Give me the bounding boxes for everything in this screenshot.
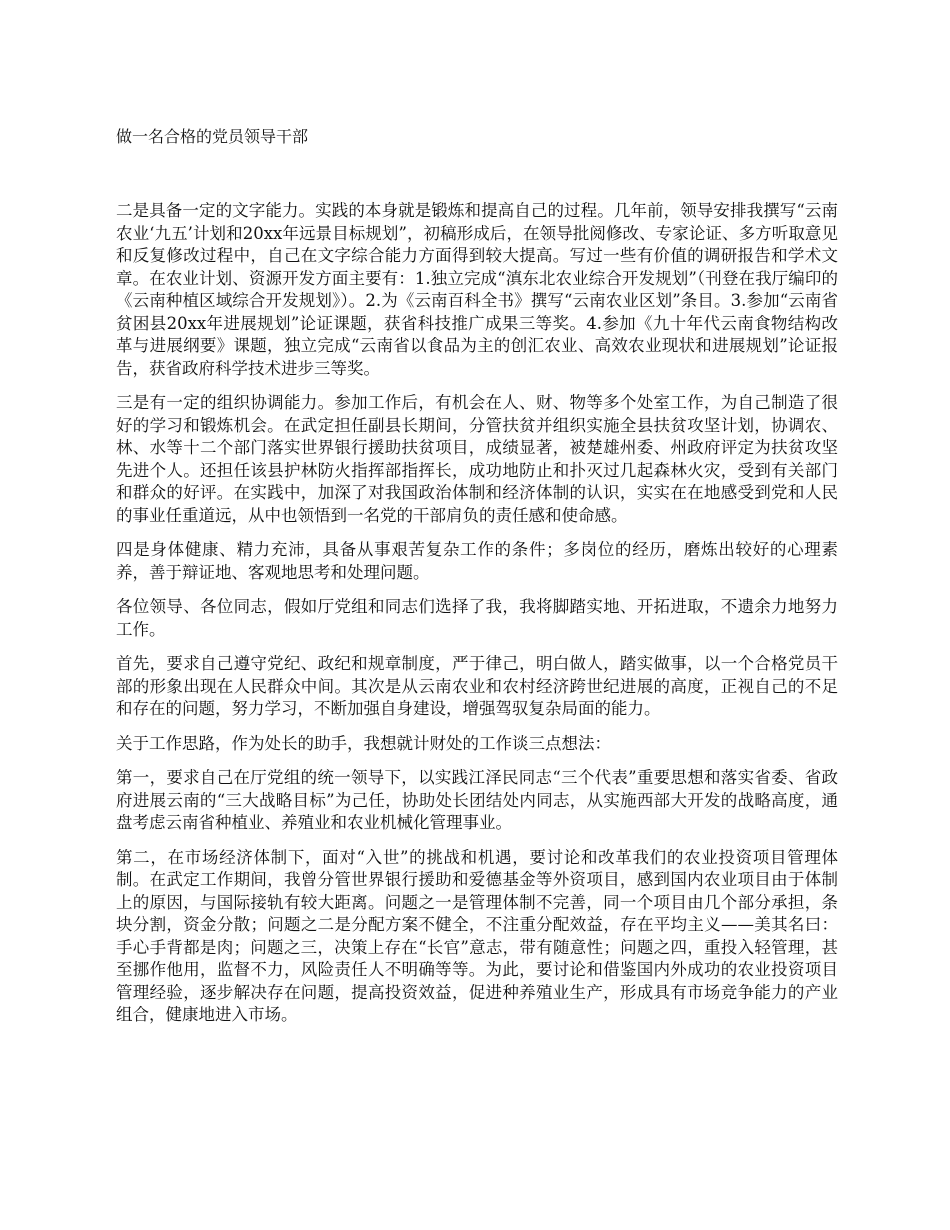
paragraph-work-ideas-intro: 关于工作思路，作为处长的助手，我想就计财处的工作谈三点想法： [116, 733, 611, 753]
paragraph-health: 四是身体健康、精力充沛，具备从事艰苦复杂工作的条件；多岗位的经历，磨炼出较好的心理素养，善于辩证地、客观地思考和处理问题。 [116, 540, 838, 582]
paragraph-self-requirements: 首先，要求自己遵守党纪、政纪和规章制度，严于律己，明白做人，踏实做事，以一个合格党员干部的形象出现在人民群众中间。其次是从云南农业和农村经济跨世纪进展的高度，正视自己的不足和存在的问题，努力学习，不断加强自身建设，增强驾驭复杂局面的能力。 [116, 654, 838, 718]
paragraph-idea-first: 第一，要求自己在厅党组的统一领导下，以实践江泽民同志“三个代表”重要思想和落实省委、省政府进展云南的“三大战略目标”为己任，协助处长团结处内同志，从实施西部大开发的战略高度，通盘考虑云南省种植业、养殖业和农业机械化管理事业。 [116, 768, 838, 832]
document-title: 做一名合格的党员领导干部 [116, 127, 309, 146]
paragraph-pledge: 各位领导、各位同志，假如厅党组和同志们选择了我，我将脚踏实地、开拓进取，不遗余力地努力工作。 [116, 597, 838, 639]
paragraph-writing-ability: 二是具备一定的文字能力。实践的本身就是锻炼和提高自己的过程。几年前，领导安排我撰写“云南农业‘九五’计划和20xx年远景目标规划”，初稿形成后，在领导批阅修改、专家论证、多方听取意见和反复修改过程中，自己在文字综合能力方面得到较大提高。写过一些有价值的调研报告和学术文章。在农业计划、资源开发方面主要有：1.独立完成“滇东北农业综合开发规划”（刊登在我厅编印的《云南种植区域综合开发规划》）。2.为《云南百科全书》撰写“云南农业区划”条目。3.参加“云南省贫困县20xx年进展规划”论证课题，获省科技推广成果三等奖。4.参加《九十年代云南食物结构改革与进展纲要》课题，独立完成“云南省以食品为主的创汇农业、高效农业现状和进展规划”论证报告，获省政府科学技术进步三等奖。 [116, 201, 838, 378]
paragraph-coordination-ability: 三是有一定的组织协调能力。参加工作后，有机会在人、财、物等多个处室工作，为自己制造了很好的学习和锻炼机会。在武定担任副县长期间，分管扶贫并组织实施全县扶贫攻坚计划，协调农、林、水等十二个部门落实世界银行援助扶贫项目，成绩显著，被楚雄州委、州政府评定为扶贫攻坚先进个人。还担任该县护林防火指挥部指挥长，成功地防止和扑灭过几起森林火灾，受到有关部门和群众的好评。在实践中，加深了对我国政治体制和经济体制的认识，实实在在地感受到党和人民的事业任重道远，从中也领悟到一名党的干部肩负的责任感和使命感。 [116, 393, 838, 525]
paragraph-idea-second: 第二，在市场经济体制下，面对“入世”的挑战和机遇，要讨论和改革我们的农业投资项目管理体制。在武定工作期间，我曾分管世界银行援助和爱德基金等外资项目，感到国内农业项目由于体制上的原因，与国际接轨有较大距离。问题之一是管理体制不完善，同一个项目由几个部分承担，条块分割，资金分散；问题之二是分配方案不健全，不注重分配效益，存在平均主义——美其名曰：手心手背都是肉；问题之三，决策上存在“长官”意志，带有随意性；问题之四，重投入轻管理，甚至挪作他用，监督不力，风险责任人不明确等等。为此，要讨论和借鉴国内外成功的农业投资项目管理经验，逐步解决存在问题，提高投资效益，促进种养殖业生产，形成具有市场竞争能力的产业组合，健康地进入市场。 [116, 847, 838, 1024]
document-body [116, 200, 838, 1039]
